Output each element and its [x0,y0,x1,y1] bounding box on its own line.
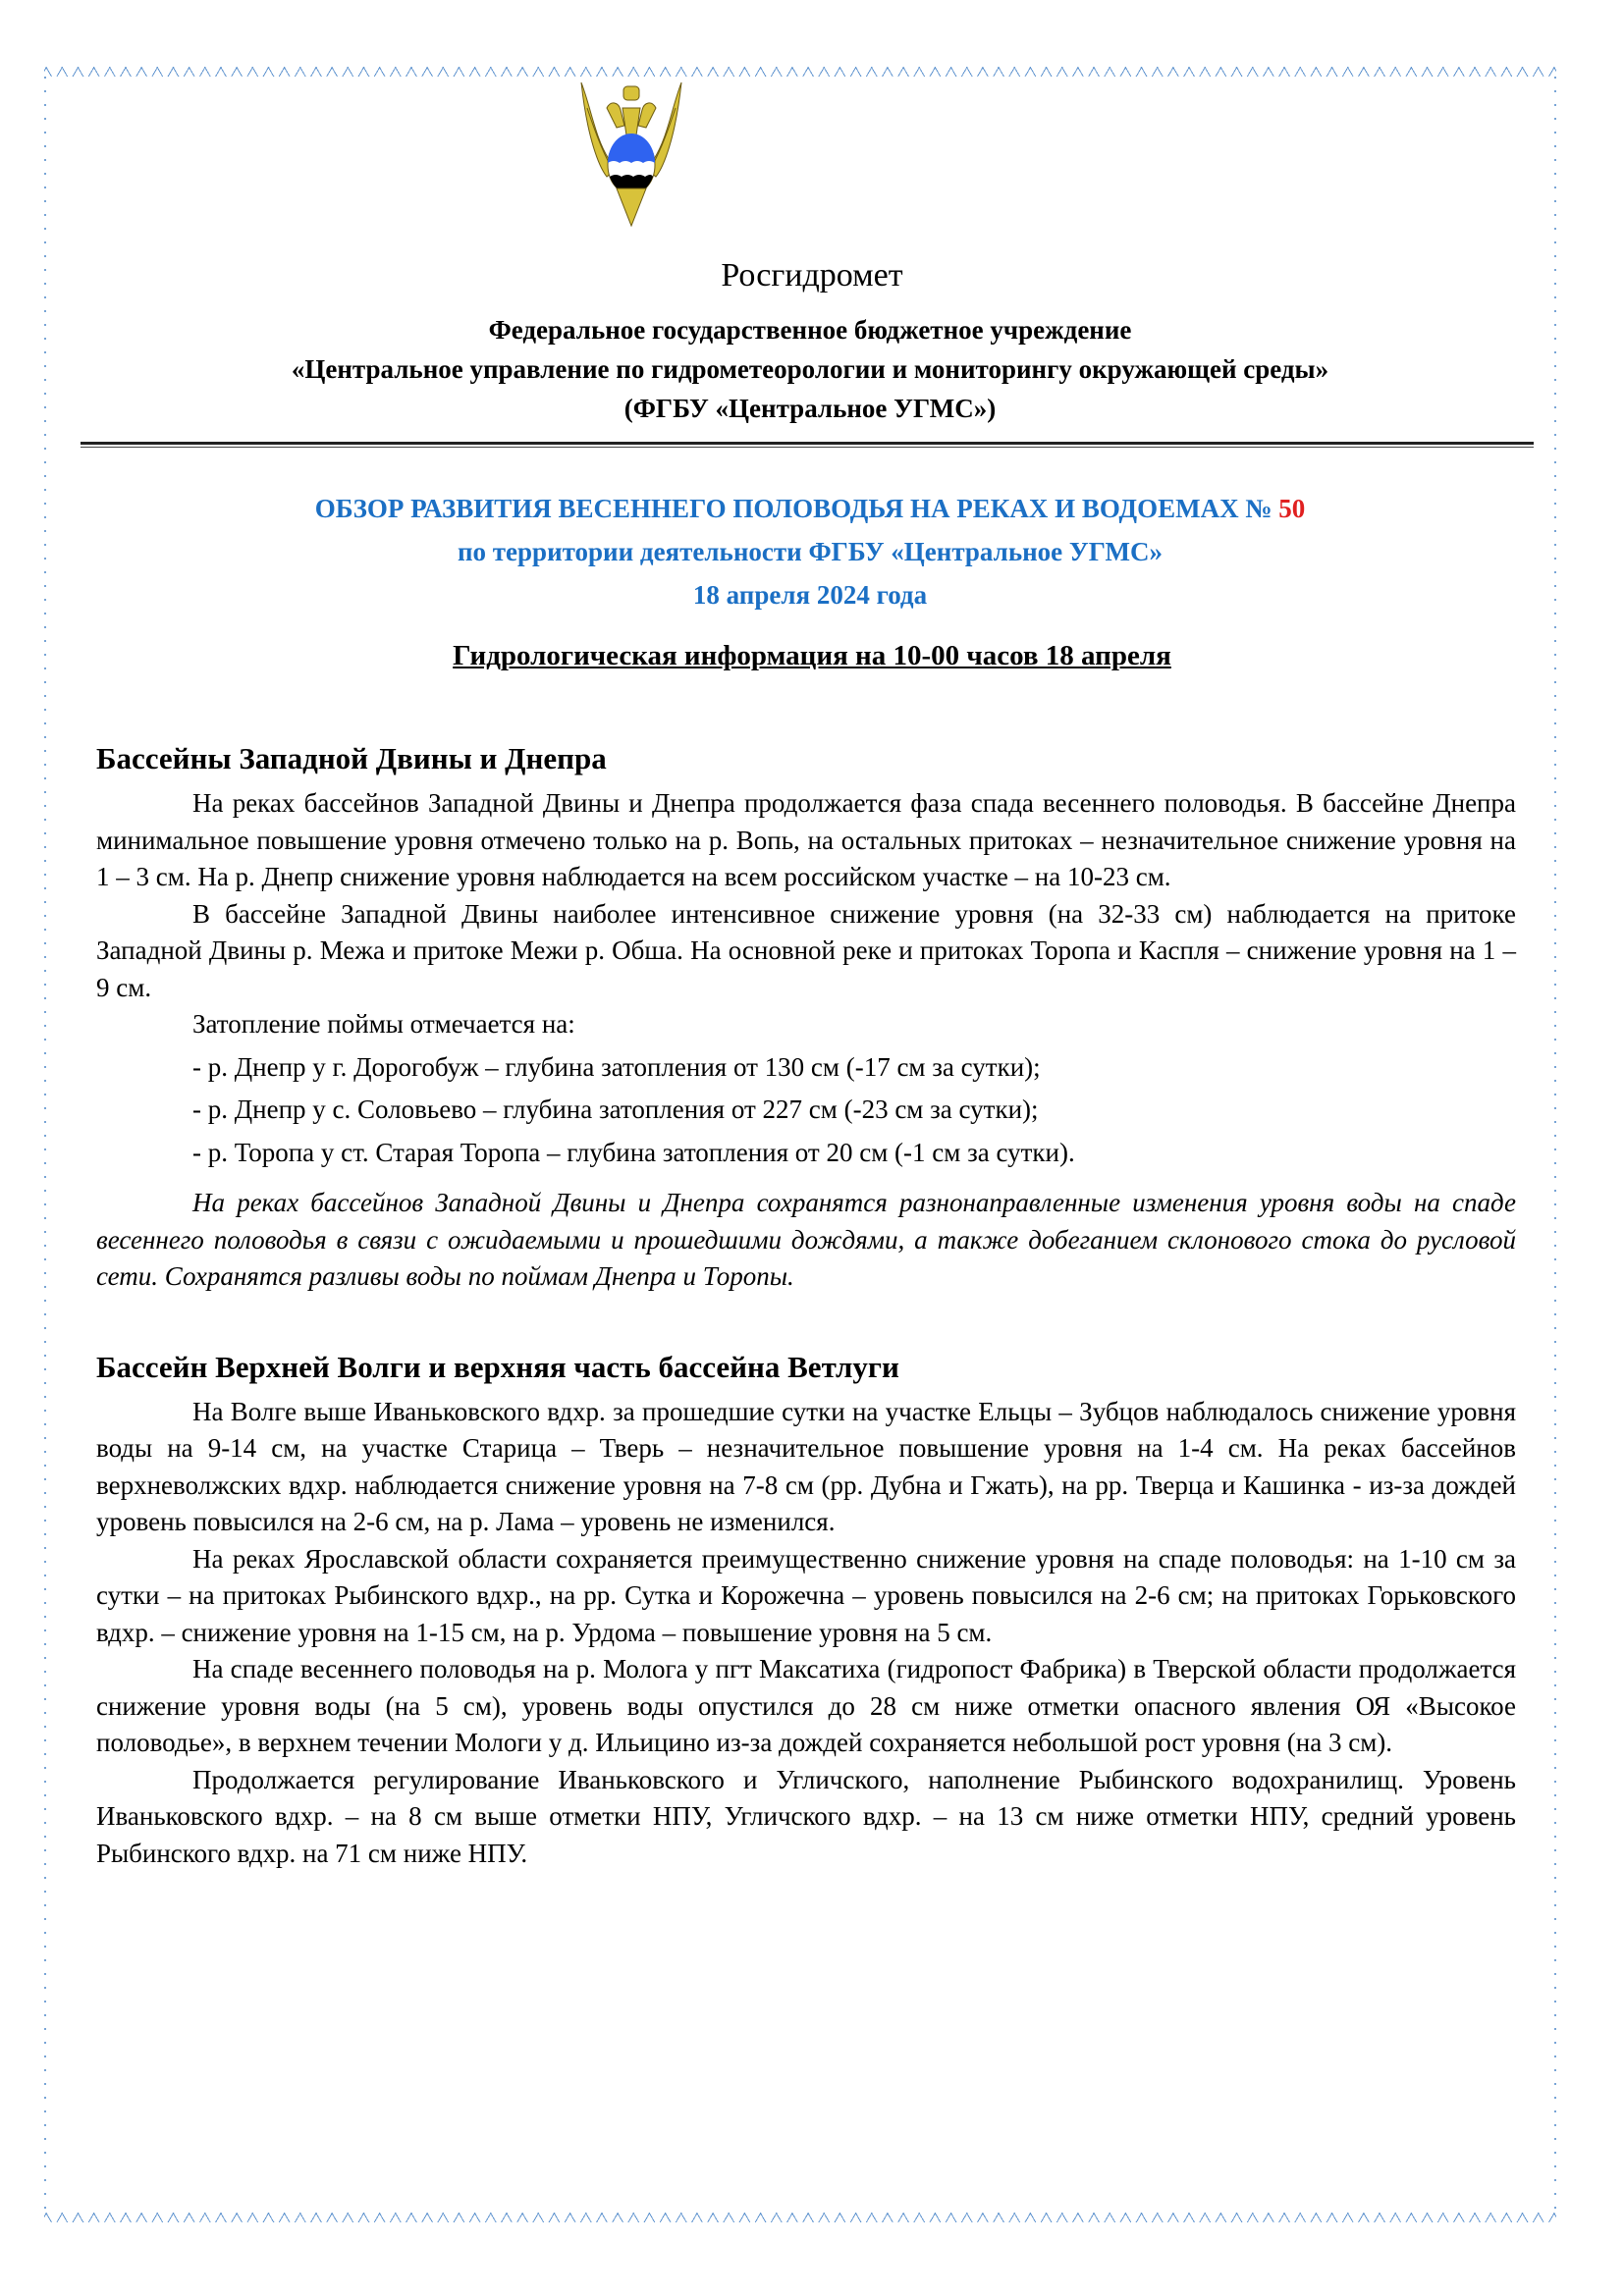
org-line-2: «Центральное управление по гидрометеорологии и мониторингу окружающей среды» [291,354,1329,384]
roshydromet-emblem-icon [577,79,685,228]
report-date: 18 апреля 2024 года [692,580,928,610]
forecast-paragraph: На реках бассейнов Западной Двины и Днепра сохранятся разнонаправленные изменения уровня воды на спаде весеннего половодья в связи с ожидаемыми и прошедшими дождями, а также добеганием склонового стока до русловой сети. Сохранятся разливы воды по поймам Днепра и Торопы. [96,1188,1516,1291]
paragraph: В бассейне Западной Двины наиболее интенсивное снижение уровня (на 32-33 см) наблюдается на притоке Западной Двины р. Межа и притоке Межи р. Обша. На основной реке и притоках Торопа и Каспля – снижение уровня на 1 – 9 см. [96,898,1516,1002]
paragraph: На Волге выше Иваньковского вдхр. за прошедшие сутки на участке Ельцы – Зубцов наблюдалось снижение уровня воды на 9-14 см, на участке Старица – Тверь – незначительное повышение уровня на 1-4 см. На реках бассейнов верхневолжских вдхр. наблюдается снижение уровня на 7-8 см (рр. Дубна и Гжать), на рр. Тверца и Кашинка - из-за дождей уровень повысился на 2-6 см, на р. Лама – уровень не изменился. [96,1396,1516,1536]
flood-list-item: - р. Днепр у с. Соловьево – глубина затопления от 227 см (-23 см за сутки); [192,1095,1039,1124]
report-subtitle: по территории деятельности ФГБУ «Центральное УГМС» [457,537,1164,566]
paragraph: Продолжается регулирование Иваньковского и Угличского, наполнение Рыбинского водохранилищ. Уровень Иваньковского вдхр. – на 8 см выше отметки НПУ, Угличского вдхр. – на 13 см ниже отметки НПУ, средний уровень Рыбинского вдхр. на 71 см ниже НПУ. [96,1764,1516,1868]
report-title [98,487,1522,530]
org-line-3: (ФГБУ «Центральное УГМС») [623,394,997,423]
hydro-info-title: Гидрологическая информация на 10-00 часов 18 апреля [453,640,1171,671]
section-upper-volga [96,1347,1516,1873]
flood-list-intro: Затопление поймы отмечается на: [192,1009,575,1039]
paragraph: На реках Ярославской области сохраняется преимущественно снижение уровня на спаде половодья: на 1-10 см за сутки – на притоках Рыбинского вдхр., на рр. Сутка и Корожечна – уровень повысился на 2-6 см; на притоках Горьковского вдхр. – снижение уровня на 1-15 см, на р. Урдома – повышение уровня на 5 см. [96,1543,1516,1647]
flood-list-item: - р. Торопа у ст. Старая Торопа – глубина затопления от 20 см (-1 см за сутки). [192,1137,1075,1167]
border-top [44,67,1556,77]
report-number: 50 [1278,494,1306,523]
section-title: Бассейны Западной Двины и Днепра [96,741,607,775]
org-line-1: Федеральное государственное бюджетное учреждение [488,315,1132,345]
header-separator [81,442,1534,448]
report-body [96,738,1516,1872]
border-right [1548,77,1556,2213]
border-bottom [44,2213,1556,2222]
section-title: Бассейн Верхней Волги и верхняя часть бассейна Ветлуги [96,1349,899,1384]
section-dvina-dnieper [96,738,1516,1296]
org-short-name: Росгидромет [721,257,903,294]
border-left [44,77,52,2213]
org-full-name [98,310,1522,428]
paragraph: На реках бассейнов Западной Двины и Днепра продолжается фаза спада весеннего половодья. В бассейне Днепра минимальное повышение уровня отмечено только на р. Вопь, на остальных притоках – незначительное снижение уровня на 1 – 3 см. На р. Днепр снижение уровня наблюдается на всем российском участке – на 10-23 см. [96,788,1516,891]
paragraph: На спаде весеннего половодья на р. Молога у пгт Максатиха (гидропост Фабрика) в Тверской области продолжается снижение уровня воды (на 5 см), уровень воды опустился до 28 см ниже отметки опасного явления ОЯ «Высокое половодье», в верхнем течении Мологи у д. Ильицино из-за дождей сохраняется небольшой рост уровня (на 3 см). [96,1654,1516,1757]
report-heading [98,487,1522,616]
flood-list-item: - р. Днепр у г. Дорогобуж – глубина затопления от 130 см (-17 см за сутки); [192,1051,1041,1082]
spacer [96,1296,1516,1347]
report-title-text: ОБЗОР РАЗВИТИЯ ВЕСЕННЕГО ПОЛОВОДЬЯ НА РЕКАХ И ВОДОЕМАХ № [314,494,1279,523]
